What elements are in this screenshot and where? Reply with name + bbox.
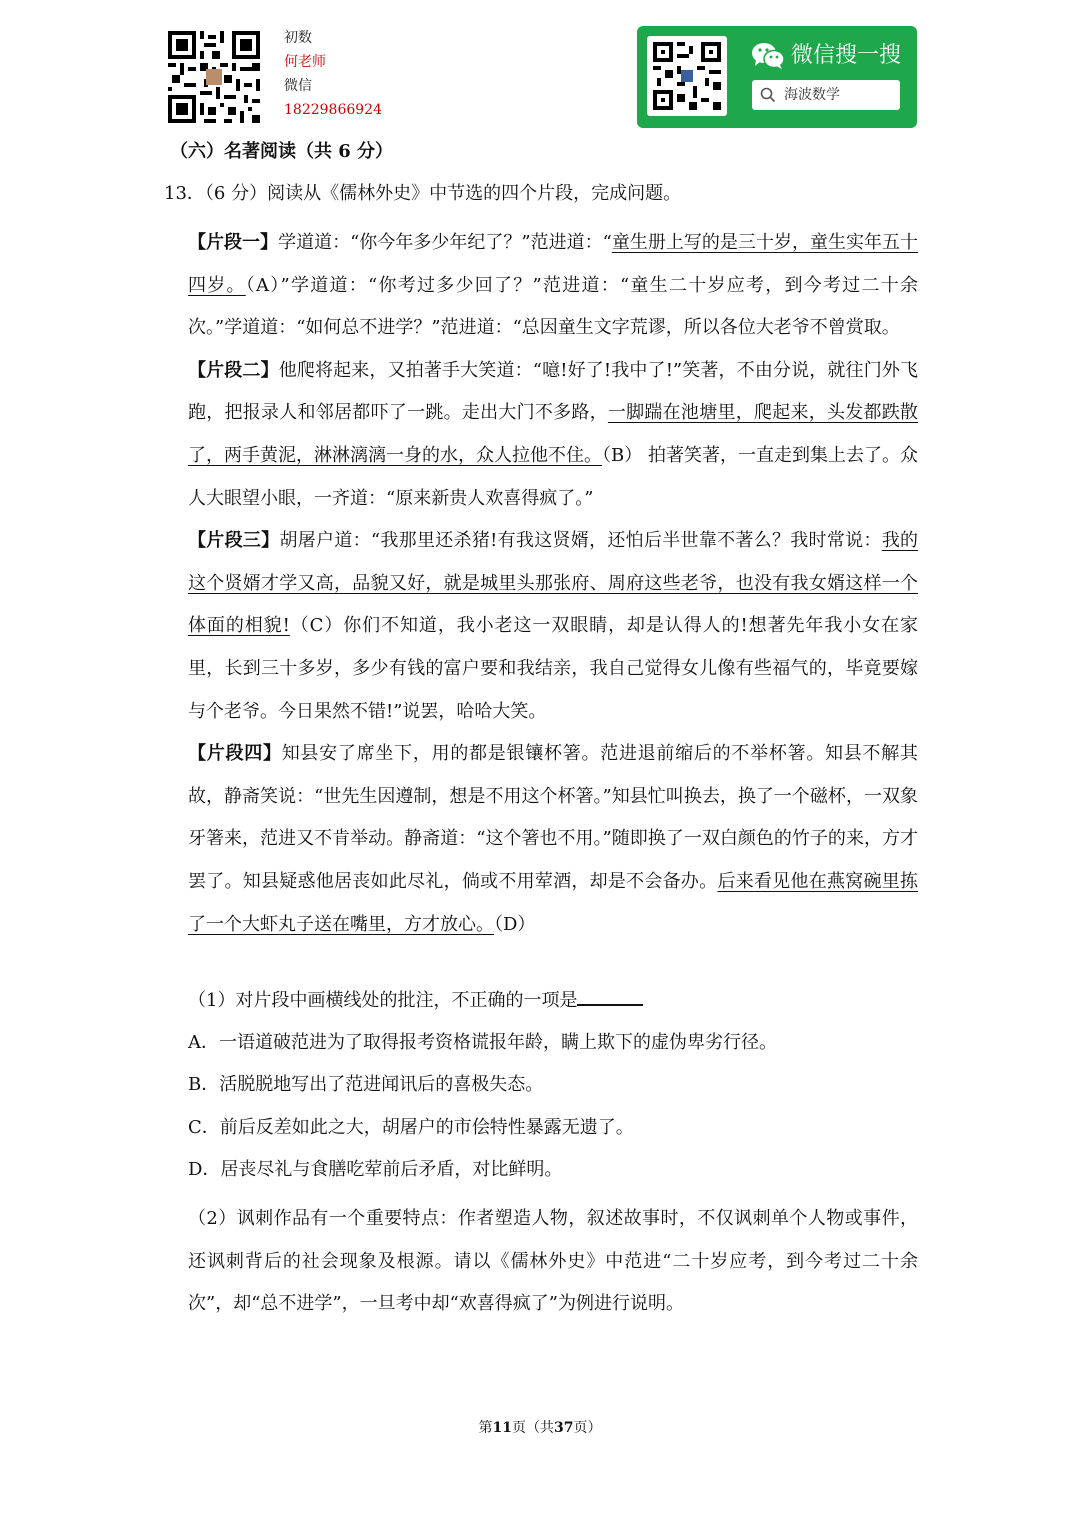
total-pages: 37: [554, 1420, 574, 1436]
question-stem: 13．（6 分）阅读从《儒林外史》中节选的四个片段，完成问题。: [164, 183, 682, 204]
sub-question-2: （2）讽刺作品有一个重要特点：作者塑造人物，叙述故事时，不仅讽刺单个人物或事件，还讽刺背后的社会现象及根源。请以《儒林外史》中范进“二十岁应考，到今考过二十余次”，却“总不进学”，一旦考中却“欢喜得疯了”为例进行说明。: [188, 1208, 918, 1314]
section-title: （六）名著阅读（共 6 分）: [170, 141, 394, 162]
wechat-search-text: 海波数学: [784, 87, 840, 103]
passage-one: [188, 222, 918, 350]
sub-question-1: [188, 986, 643, 1015]
contact-line-wechat: 微信: [284, 78, 312, 94]
teacher-qr-code: [168, 30, 260, 124]
wechat-qr-code: [647, 36, 727, 116]
passage-three-underlined: 我的这个贤婿才学又高，品貌又好，就是城里头那张府、周府这些老爷，也没有我女婿这样一个体面的相貌!: [188, 530, 919, 637]
passage-one-text-rest: （A）”学道道：“你考过多少回了？”范进道：“童生二十岁应考，到今考过二十余次。”学道道：“如何总不进学？”范进道：“总因童生文字荒谬，所以各位大老爷不曾赏取。: [188, 274, 918, 339]
passage-two-underlined: 一脚踹在池塘里，爬起来，头发都跌散了，两手黄泥，淋淋漓漓一身的水，众人拉他不住。: [188, 402, 919, 466]
option-b: B．活脱脱地写出了范进闻讯后的喜极失态。: [188, 1074, 544, 1095]
qr-code-icon: [168, 30, 260, 124]
wechat-title: [751, 40, 901, 72]
sub-question-1-text: （1）对片段中画横线处的批注，不正确的一项是: [188, 990, 578, 1011]
passage-one-tag: 【片段一】: [188, 232, 279, 253]
option-d: D．居丧尽礼与食膳吃荤前后矛盾，对比鲜明。: [188, 1159, 563, 1180]
answer-blank[interactable]: [577, 986, 643, 1006]
option-a: A．一语道破范进为了取得报考资格谎报年龄，瞒上欺下的虚伪卑劣行径。: [188, 1032, 777, 1053]
passage-four: [188, 733, 918, 946]
contact-line-phone: 18229866924: [284, 102, 382, 118]
teacher-contact: [284, 26, 382, 122]
passage-two-text-rest: （B） 拍著笑著，一直走到集上去了。众人大眼望小眼，一齐道：“原来新贵人欢喜得疯了。”: [188, 444, 918, 509]
wechat-logo-icon: [751, 42, 785, 70]
contact-line-teacher: 何老师: [284, 54, 326, 70]
page-footer: [0, 1416, 1080, 1440]
passage-one-underlined: 童生册上写的是三十岁，童生实年五十四岁。: [188, 232, 919, 296]
passage-two-text: 他爬将起来，又拍著手大笑道：“噫!好了!我中了!”笑著，不由分说，就往门外飞跑，把报录人和邻居都吓了一跳。走出大门不多路，: [188, 359, 918, 424]
passages: [188, 222, 918, 946]
passage-two: [188, 350, 918, 520]
passage-four-text: 知县安了席坐下，用的都是银镶杯箸。范进退前缩后的不举杯箸。知县不解其故，静斋笑说：“世先生因遵制，想是不用这个杯箸。”知县忙叫换去，换了一个磁杯，一双象牙箸来，范进又不肯举动。静斋道：“这个箸也不用。”随即换了一双白颜色的竹子的来，方才罢了。知县疑惑他居丧如此尽礼，倘或不用荤酒，却是不会备办。: [188, 743, 918, 892]
passage-three-text-rest: （C）你们不知道，我小老这一双眼睛，却是认得人的!想著先年我小女在家里，长到三十多岁，多少有钱的富户要和我结亲，我自己觉得女儿像有些福气的，毕竟要嫁与个老爷。今日果然不错!”说罢，哈哈大笑。: [188, 615, 918, 722]
passage-one-text: 学道道：“你今年多少年纪了？”范进道：“: [278, 232, 612, 253]
option-c: C．前后反差如此之大，胡屠户的市侩特性暴露无遗了。: [188, 1117, 634, 1138]
wechat-title-text: 微信搜一搜: [791, 43, 902, 68]
page-number: 11: [492, 1420, 512, 1436]
footer-prefix: 第: [478, 1420, 493, 1436]
footer-mid: 页（共: [512, 1420, 554, 1436]
passage-four-tag: 【片段四】: [188, 743, 282, 765]
contact-line-subject: 初数: [284, 30, 312, 46]
footer-suffix: 页）: [573, 1420, 602, 1436]
wechat-search-box[interactable]: [752, 80, 900, 110]
wechat-search-banner: [637, 26, 917, 128]
passage-three-tag: 【片段三】: [188, 530, 280, 552]
passage-three-text: 胡屠户道：“我那里还杀猪!有我这贤婿，还怕后半世靠不著么？我时常说：: [279, 530, 882, 552]
qr-code-icon: [653, 42, 721, 110]
passage-three: [188, 520, 918, 733]
passage-two-tag: 【片段二】: [188, 359, 279, 381]
passage-four-text-rest: （D）: [494, 913, 536, 935]
passage-four-underlined: 后来看见他在燕窝碗里拣了一个大虾丸子送在嘴里，方才放心。: [188, 870, 919, 935]
search-icon: [760, 87, 776, 103]
